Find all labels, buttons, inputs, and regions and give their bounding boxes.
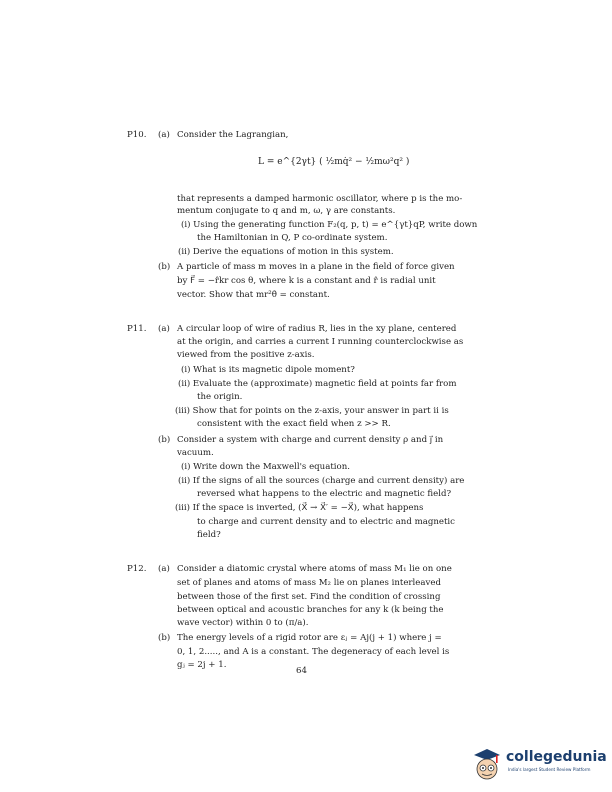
p12-a-text-1: Consider a diatomic crystal where atoms of mass M₁ lie on one bbox=[177, 564, 452, 574]
p10-a-ii: (ii) Derive the equations of motion in this system. bbox=[178, 247, 394, 257]
p10-a-text-1: that represents a damped harmonic oscillator, where p is the mo- bbox=[177, 194, 463, 204]
p10-number: P10. bbox=[127, 130, 147, 140]
p12-a-text-3: between those of the first set. Find the condition of crossing bbox=[177, 592, 441, 602]
p11-a-text-3: viewed from the positive z-axis. bbox=[177, 350, 315, 360]
lagrangian-equation: L = e^{2γt} ( ½mq̇² − ½mω²q² ) bbox=[258, 157, 410, 167]
p12-b-text-2: 0, 1, 2....., and A is a constant. The degeneracy of each level is bbox=[177, 647, 450, 657]
p11-a-iii-1: (iii) Show that for points on the z-axis, your answer in part ii is bbox=[175, 406, 449, 416]
graduate-mascot-icon bbox=[470, 745, 504, 783]
p10-b-text-2: by F⃗ = −r̂kr cos θ, where k is a constant and r̂ is radial unit bbox=[177, 276, 436, 286]
collegedunia-logo bbox=[470, 745, 607, 785]
logo-tagline: India's largest Student Review Platform bbox=[508, 767, 591, 772]
p10-b-label: (b) bbox=[158, 262, 171, 272]
p11-a-iii-2: consistent with the exact field when z >> R. bbox=[197, 419, 391, 429]
p11-b-text-1: Consider a system with charge and current density ρ and j⃗ in bbox=[177, 435, 444, 445]
p11-number: P11. bbox=[127, 324, 147, 334]
p11-b-iii-1: (iii) If the space is inverted, (X⃗ → X⃗′ = −X⃗), what happens bbox=[175, 503, 424, 513]
p11-b-ii-2: reversed what happens to the electric and magnetic field? bbox=[197, 489, 452, 499]
p11-b-ii-1: (ii) If the signs of all the sources (charge and current density) are bbox=[178, 476, 465, 486]
p11-b-label: (b) bbox=[158, 435, 171, 445]
logo-wordmark: collegedunia bbox=[506, 749, 607, 765]
p11-b-iii-3: field? bbox=[197, 530, 221, 540]
p12-b-text-3: gⱼ = 2j + 1. bbox=[177, 660, 227, 670]
p11-b-iii-2: to charge and current density and to electric and magnetic bbox=[197, 517, 455, 527]
p12-a-text-2: set of planes and atoms of mass M₂ lie on planes interleaved bbox=[177, 578, 441, 588]
p11-b-i: (i) Write down the Maxwell's equation. bbox=[181, 462, 350, 472]
p11-b-text-2: vacuum. bbox=[177, 448, 214, 458]
p12-a-text-4: between optical and acoustic branches for any k (k being the bbox=[177, 605, 444, 615]
p12-number: P12. bbox=[127, 564, 147, 574]
p12-b-text-1: The energy levels of a rigid rotor are εⱼ = Aj(j + 1) where j = bbox=[177, 633, 442, 643]
p11-a-text-1: A circular loop of wire of radius R, lies in the xy plane, centered bbox=[177, 324, 457, 334]
page-number: 64 bbox=[296, 666, 307, 676]
p11-a-ii-2: the origin. bbox=[197, 392, 243, 402]
p11-a-label: (a) bbox=[158, 324, 170, 334]
p10-a-intro: Consider the Lagrangian, bbox=[177, 130, 289, 140]
p12-a-label: (a) bbox=[158, 564, 170, 574]
p11-a-ii-1: (ii) Evaluate the (approximate) magnetic field at points far from bbox=[178, 379, 457, 389]
p11-a-text-2: at the origin, and carries a current I running counterclockwise as bbox=[177, 337, 464, 347]
p10-a-text-2: mentum conjugate to q and m, ω, γ are constants. bbox=[177, 206, 396, 216]
p10-b-text-3: vector. Show that mr²θ̇ = constant. bbox=[177, 290, 330, 300]
p11-a-i: (i) What is its magnetic dipole moment? bbox=[181, 365, 355, 375]
p10-a-label: (a) bbox=[158, 130, 170, 140]
p10-b-text-1: A particle of mass m moves in a plane in the field of force given bbox=[177, 262, 455, 272]
p12-a-text-5: wave vector) within 0 to (π/a). bbox=[177, 618, 309, 628]
p12-b-label: (b) bbox=[158, 633, 171, 643]
p10-a-i-1: (i) Using the generating function F₂(q, p, t) = e^{γt}qP, write down bbox=[181, 220, 478, 230]
p10-a-i-2: the Hamiltonian in Q, P co-ordinate system. bbox=[197, 233, 388, 243]
